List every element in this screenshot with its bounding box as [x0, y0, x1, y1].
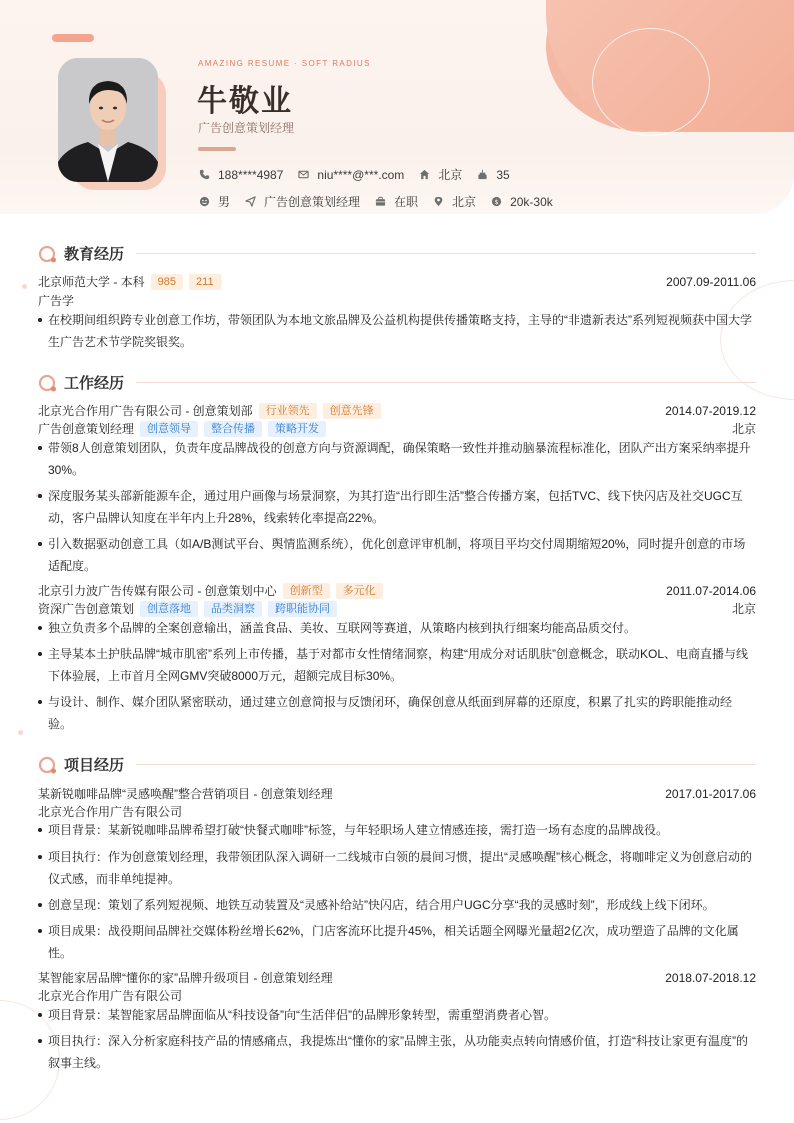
skill-tag: 跨职能协同	[268, 601, 337, 617]
skill-tag: 品类洞察	[204, 601, 262, 617]
decor-dot	[22, 284, 27, 289]
work-section-header	[38, 372, 756, 393]
target-position-value: 广告创意策划经理	[264, 195, 361, 209]
education-date: 2007.09-2011.06	[666, 274, 756, 289]
education-section-header	[38, 243, 756, 264]
education-bullet: 在校期间组织跨专业创意工作坊，带领团队为本地文旅品牌及公益机构提供传播策略支持，主导的“非遗新表达”系列短视频获中国大学生广告艺术节学院奖银奖。	[38, 309, 754, 353]
contact-row-2	[198, 193, 567, 210]
project-date: 2017.01-2017.06	[665, 786, 756, 801]
work-bullet: 带领8人创意策划团队，负责年度品牌战役的创意方向与资源调配，确保策略一致性并推动脑暴流程标准化，团队产出方案采纳率提升30%。	[38, 437, 754, 481]
project-bullet: 项目执行：作为创意策划经理，我带领团队深入调研一二线城市白领的晨间习惯，提出“灵感唤醒”核心概念，将咖啡定义为创意启动的仪式感，而非单纯提神。	[38, 846, 754, 890]
work-bullet: 与设计、制作、媒介团队紧密联动，通过建立创意简报与反馈闭环，确保创意从纸面到屏幕的还原度，积累了扎实的跨职能推动经验。	[38, 691, 754, 735]
section-divider	[136, 253, 756, 254]
work-date: 2014.07-2019.12	[665, 403, 756, 418]
work-bullet: 独立负责多个品牌的全案创意输出，涵盖食品、美妆、互联网等赛道，从策略内核到执行细案均能高品质交付。	[38, 617, 754, 639]
school-tag: 211	[189, 274, 221, 290]
work-date: 2011.07-2014.06	[666, 583, 756, 598]
resume-tagline: AMAZING RESUME · SOFT RADIUS	[198, 59, 371, 68]
info-target-position	[244, 193, 360, 210]
project-bullet: 创意呈现：策划了系列短视频、地铁互动装置及“灵感补给站”快闪店，结合用户UGC分享“我的灵感时刻”，形成线上线下闭环。	[38, 894, 754, 916]
section-divider	[136, 382, 756, 383]
work-city: 北京	[731, 422, 756, 436]
avatar-illustration	[58, 58, 158, 182]
gender-icon	[198, 196, 210, 208]
contact-email	[297, 168, 404, 182]
project-section-title: 项目经历	[64, 757, 125, 774]
contact-phone	[198, 168, 283, 182]
position-name: 资深广告创意策划	[38, 602, 135, 616]
salary-value: 20k-30k	[510, 194, 553, 209]
skill-tag: 整合传播	[204, 421, 262, 437]
svg-text:$: $	[494, 197, 499, 206]
hometown-value: 北京	[438, 168, 463, 182]
info-salary	[490, 195, 553, 209]
decor-dot	[18, 730, 23, 735]
search-icon	[38, 244, 58, 264]
school-tag: 985	[151, 274, 183, 290]
mail-icon	[297, 169, 309, 181]
contact-age	[476, 168, 509, 182]
avatar	[58, 58, 158, 182]
work-position-line	[38, 600, 756, 617]
info-status	[374, 193, 418, 210]
section-divider	[136, 764, 756, 765]
project-entry-header	[38, 785, 756, 802]
project-title: 某新锐咖啡品牌“灵感唤醒”整合营销项目 - 创意策划经理	[38, 787, 333, 801]
candidate-job-title: 广告创意策划经理	[198, 121, 295, 135]
candidate-name: 牛敬业	[197, 85, 293, 118]
company-name: 北京光合作用广告有限公司 - 创意策划部	[38, 404, 253, 418]
work-bullet: 深度服务某头部新能源车企，通过用户画像与场景洞察，为其打造“出行即生活”整合传播方案，包括TVC、线下快闪店及社交UGC互动，客户品牌认知度在半年内上升28%，线索转化率提高22%。	[38, 485, 754, 529]
work-section-title: 工作经历	[64, 375, 125, 392]
company-tag: 创意先锋	[323, 403, 381, 419]
project-bullet: 项目成果：战役期间品牌社交媒体粉丝增长62%，门店客流环比提升45%，相关话题全网曝光量超2亿次，成功塑造了品牌的文化属性。	[38, 920, 754, 964]
accent-bar	[52, 34, 94, 42]
project-bullet: 项目执行：深入分析家庭科技产品的情感痛点，我提炼出“懂你的家”品牌主张，从功能卖点转向情感价值，打造“科技让家更有温度”的叙事主线。	[38, 1030, 754, 1074]
education-major: 广告学	[38, 294, 75, 308]
project-company: 北京光合作用广告有限公司	[38, 805, 183, 819]
work-entry-header	[38, 402, 756, 419]
skill-tag: 创意领导	[140, 421, 198, 437]
target-city-value: 北京	[452, 195, 477, 209]
info-gender	[198, 193, 230, 210]
work-entry-header	[38, 582, 756, 599]
phone-icon	[198, 169, 210, 181]
project-entry-header	[38, 969, 756, 986]
work-city: 北京	[731, 602, 756, 616]
skill-tag: 创意落地	[140, 601, 198, 617]
header-ring-decoration	[592, 28, 710, 136]
search-icon	[38, 373, 58, 393]
contact-row-1	[198, 166, 524, 183]
school-name: 北京师范大学 - 本科	[38, 275, 145, 289]
project-bullet: 项目背景：某智能家居品牌面临从“科技设备”向“生活伴侣”的品牌形象转型，需重塑消费者心智。	[38, 1004, 754, 1026]
company-tag: 多元化	[336, 583, 383, 599]
cake-icon	[476, 169, 488, 181]
company-tag: 行业领先	[259, 403, 317, 419]
contact-hometown	[418, 166, 462, 183]
company-tag: 创新型	[283, 583, 330, 599]
age-value: 35	[496, 167, 510, 182]
project-company: 北京光合作用广告有限公司	[38, 989, 183, 1003]
skill-tag: 策略开发	[268, 421, 326, 437]
location-pin-icon	[432, 196, 444, 208]
info-target-city	[432, 193, 476, 210]
work-bullet: 主导某本土护肤品牌“城市肌密”系列上市传播，基于对都市女性情绪洞察，构建“用成分对话肌肤”创意概念，联动KOL、电商直播与线下体验展，上市首月全网GMV突破8000万元，超额完成目标30%。	[38, 643, 754, 687]
education-section-title: 教育经历	[64, 246, 125, 263]
phone-value: 188****4987	[218, 167, 284, 182]
project-title: 某智能家居品牌“懂你的家”品牌升级项目 - 创意策划经理	[38, 971, 333, 985]
status-value: 在职	[394, 195, 419, 209]
work-position-line	[38, 420, 756, 437]
salary-icon	[490, 196, 502, 208]
project-section-header	[38, 754, 756, 775]
send-icon	[244, 196, 256, 208]
gender-value: 男	[218, 195, 231, 209]
education-entry-header	[38, 273, 756, 290]
email-value: niu****@***.com	[317, 167, 405, 182]
project-date: 2018.07-2018.12	[665, 970, 756, 985]
briefcase-icon	[374, 196, 386, 208]
position-name: 广告创意策划经理	[38, 422, 135, 436]
work-bullet: 引入数据驱动创意工具（如A/B测试平台、舆情监测系统），优化创意评审机制，将项目平均交付周期缩短20%，同时提升创意的市场适配度。	[38, 533, 754, 577]
search-icon	[38, 755, 58, 775]
project-bullet: 项目背景：某新锐咖啡品牌希望打破“快餐式咖啡”标签，与年轻职场人建立情感连接，需打造一场有态度的品牌战役。	[38, 819, 754, 841]
company-name: 北京引力波广告传媒有限公司 - 创意策划中心	[38, 584, 277, 598]
home-icon	[418, 169, 430, 181]
title-underline	[198, 147, 236, 151]
